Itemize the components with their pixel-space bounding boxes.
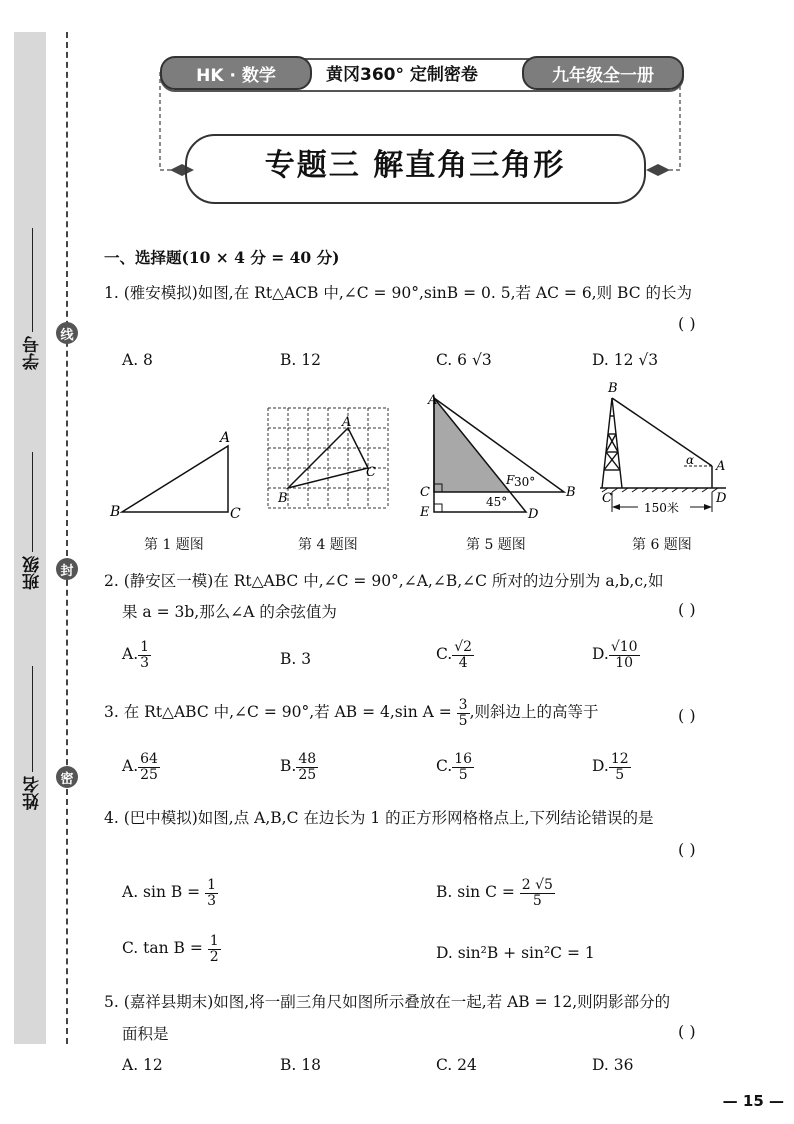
figure-6: [594, 380, 744, 524]
q1-answer-paren: ( ): [678, 314, 696, 333]
binding-strip: [14, 32, 46, 1044]
q3-option-a: A. $\frac{64}{25}$: [122, 751, 158, 783]
q5-text-line1: 5. (嘉祥县期末)如图,将一副三角尺如图所示叠放在一起,若 AB = 12,则阴影部分的: [104, 993, 671, 1011]
fig4-label-a: A: [342, 415, 352, 430]
q2-option-a: A. $\frac{1}{3}$: [122, 639, 150, 671]
class-label: 班级: [23, 556, 43, 590]
seal-line-mark: 线: [56, 322, 78, 344]
q3-option-b: B. $\frac{48}{25}$: [280, 751, 317, 783]
page-number: — 15 —: [722, 1092, 784, 1110]
q4-option-a: A. sin B = $\frac{1}{3}$: [122, 877, 217, 909]
brand-text: 黄冈360° 定制密卷: [326, 65, 478, 85]
student-id-line: [32, 228, 33, 332]
fig5-label-d: D: [528, 507, 539, 522]
q2-option-d: D. $\frac{√10}{10}$: [592, 639, 638, 671]
q5-option-b: B. 18: [280, 1056, 321, 1074]
q4-option-b: B. sin C = $\frac{2 √5}{5}$: [436, 877, 553, 909]
q1-option-d: D. 12 √3: [592, 351, 659, 369]
q2-answer-paren: ( ): [678, 600, 696, 619]
q3-option-c: C. $\frac{16}{5}$: [436, 751, 473, 783]
q5-option-d: D. 36: [592, 1056, 634, 1074]
grade-pill: 九年级全一册: [522, 56, 684, 90]
name-label: 姓名: [23, 776, 43, 810]
fig4-label-c: C: [366, 465, 376, 480]
fig1-label-a: A: [220, 430, 231, 446]
q3-option-d: D. $\frac{12}{5}$: [592, 751, 629, 783]
fig1-label-b: B: [110, 504, 121, 520]
seal-seal-mark: 封: [56, 558, 78, 580]
fig5-caption: 第 5 题图: [466, 537, 526, 553]
fig6-label-d: D: [716, 491, 727, 506]
q4-text: 4. (巴中模拟)如图,点 A,B,C 在边长为 1 的正方形网格格点上,下列结论错误的是: [104, 809, 654, 827]
class-line: [32, 452, 33, 552]
q4-answer-paren: ( ): [678, 840, 696, 859]
q1-option-c: C. 6 √3: [436, 351, 492, 369]
q5-answer-paren: ( ): [678, 1022, 696, 1041]
q5-text-line2: 面积是: [122, 1025, 169, 1043]
q5-option-c: C. 24: [436, 1056, 477, 1074]
q2-text-line2: 果 a = 3b,那么∠A 的余弦值为: [122, 603, 337, 621]
fig5-label-b: B: [566, 485, 576, 500]
cut-line: [66, 32, 68, 1044]
fig5-label-f: F: [506, 473, 515, 487]
q4-option-d: D. sin²B + sin²C = 1: [436, 944, 595, 962]
q1-option-a: A. 8: [122, 351, 153, 369]
fig5-angle-30: 30°: [514, 475, 536, 489]
q2-option-b: B. 3: [280, 650, 312, 668]
q2-text-line1: 2. (静安区一模)在 Rt△ABC 中,∠C = 90°,∠A,∠B,∠C 所对的边分别为 a,b,c,如: [104, 572, 664, 590]
fig6-distance: 150米: [644, 501, 679, 515]
fig5-label-a: A: [428, 393, 438, 408]
fig6-angle-alpha: α: [686, 453, 695, 467]
student-id-label: 学号: [23, 336, 43, 370]
fig1-caption: 第 1 题图: [144, 537, 204, 553]
series-pill: HK · 数学: [160, 56, 312, 90]
fig6-label-b: B: [608, 381, 618, 396]
figure-4: [264, 404, 394, 516]
figure-5: [414, 388, 580, 524]
q2-option-c: C. $\frac{√2}{4}$: [436, 639, 473, 671]
fig6-label-a: A: [716, 459, 726, 474]
fig1-label-c: C: [230, 506, 241, 522]
fig4-caption: 第 4 题图: [298, 537, 358, 553]
fig5-label-e: E: [420, 505, 430, 520]
fig4-label-b: B: [278, 491, 288, 506]
fig5-label-c: C: [420, 485, 430, 500]
section-heading: 一、选择题(10 × 4 分 = 40 分): [104, 248, 340, 267]
fig6-label-c: C: [602, 491, 612, 506]
name-line: [32, 666, 33, 772]
q3-answer-paren: ( ): [678, 706, 696, 725]
q4-option-c: C. tan B = $\frac{1}{2}$: [122, 933, 219, 965]
fig5-angle-45: 45°: [486, 495, 508, 509]
q3-text: 3. 在 Rt△ABC 中,∠C = 90°,若 AB = 4,sin A = $\frac{3}{5}$ ,则斜边上的高等于: [104, 697, 599, 729]
q1-option-b: B. 12: [280, 351, 321, 369]
page-title: 专题三 解直角三角形: [264, 148, 566, 183]
seal-secret-mark: 密: [56, 766, 78, 788]
figure-1: [108, 424, 248, 524]
fig6-caption: 第 6 题图: [632, 537, 692, 553]
q1-text: 1. (雅安模拟)如图,在 Rt△ACB 中,∠C = 90°,sinB = 0. 5,若 AC = 6,则 BC 的长为: [104, 284, 693, 302]
q5-option-a: A. 12: [122, 1056, 163, 1074]
